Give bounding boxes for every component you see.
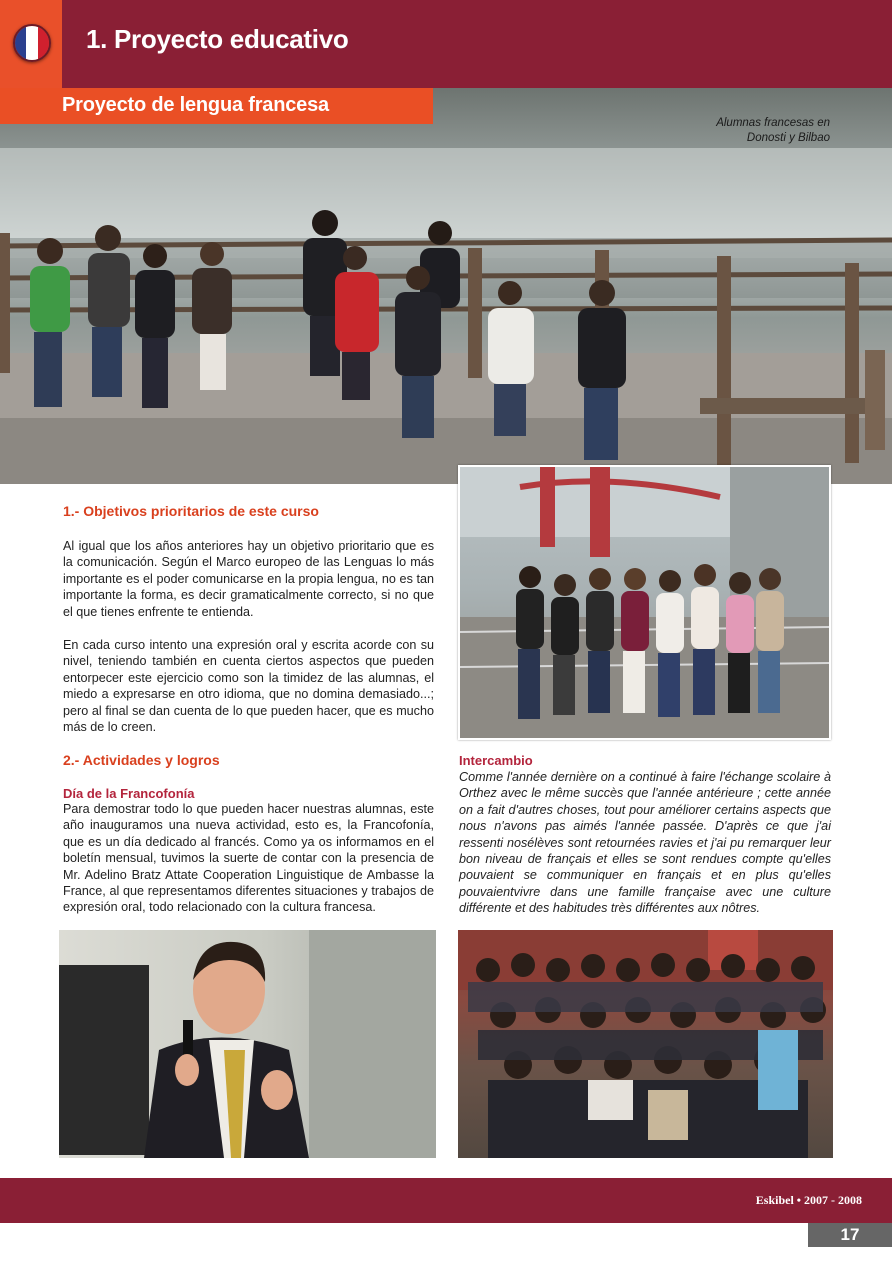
section-title: Proyecto de lengua francesa bbox=[62, 94, 329, 116]
subheading-intercambio: Intercambio bbox=[459, 753, 533, 768]
heading-objetivos: 1.- Objetivos prioritarios de este curso bbox=[63, 503, 319, 519]
hero-caption-line2: Donosti y Bilbao bbox=[746, 132, 830, 144]
paragraph-francofonia: Para demostrar todo lo que pueden hacer nuestras alumnas, este año inauguramos una nueva actividad, esto es, la Francofonía, que es un día dedicado al francés. Como ya os informamos en el boletín mensual, tuvimos la suerte de contar con la presencia de Mr. Adelino Bratz Attate Cooperation Linguistique de Ambasse la France, al que representamos diferentes situaciones y trabajos de expresión oral, todo relacionado con la cultura francesa. bbox=[63, 802, 434, 915]
page-title: 1. Proyecto educativo bbox=[86, 24, 349, 54]
photo-speaker-francofonia bbox=[59, 930, 436, 1158]
paragraph-objetivos-2: En cada curso intento una expresión oral y escrita acorde con su nivel, teniendo también en cuenta ciertos aspectos que pueden entorpecer este ejercicio como son la timidez de las alumnas, el miedo a expresarse en otro idioma, que no domina demasiado...; pero al final se dan cuenta de lo que pueden hacer, que es mucho más de lo creen. bbox=[63, 638, 434, 735]
subheading-francofonia: Día de la Francofonía bbox=[63, 786, 195, 801]
heading-actividades: 2.- Actividades y logros bbox=[63, 752, 220, 768]
paragraph-objetivos-1: Al igual que los años anteriores hay un objetivo prioritario que es la comunicación. Según el Marco europeo de las Lenguas lo más importante es el poder comunicarse en la propia lengua, no es tan importante la forma, es decir gramaticalmente correcto, si no que el que tienes enfrente te entienda. bbox=[63, 539, 434, 619]
photo-group-bilbao bbox=[458, 465, 831, 740]
page-number: 17 bbox=[840, 1225, 860, 1244]
french-flag-icon bbox=[13, 24, 51, 62]
hero-caption bbox=[640, 116, 830, 146]
hero-photo-students-seafront bbox=[0, 88, 892, 484]
paragraph-intercambio: Comme l'année dernière on a continué à faire l'échange scolaire à Orthez avec le même succès que l'année antérieure ; cette année on a fait d'autres choses, tout pour améliorer certains aspects que nous n'avons pas aimés l'année passée. D'après ce que j'ai ressenti nosélèves sont retournées ravies et j'ai pu remarquer leur bon niveau de français et elles se sont rendues compte qu'elles pouvaient se communiquer en français et en plus qu'elles pouvaientvivre dans une famille française avec une culture différente et des habitudes très différentes aux nôtres. bbox=[459, 770, 831, 916]
photo-exchange-students-group bbox=[458, 930, 833, 1158]
footer-publication: Eskibel • 2007 - 2008 bbox=[755, 1193, 862, 1207]
hero-caption-line1: Alumnas francesas en bbox=[716, 117, 830, 129]
